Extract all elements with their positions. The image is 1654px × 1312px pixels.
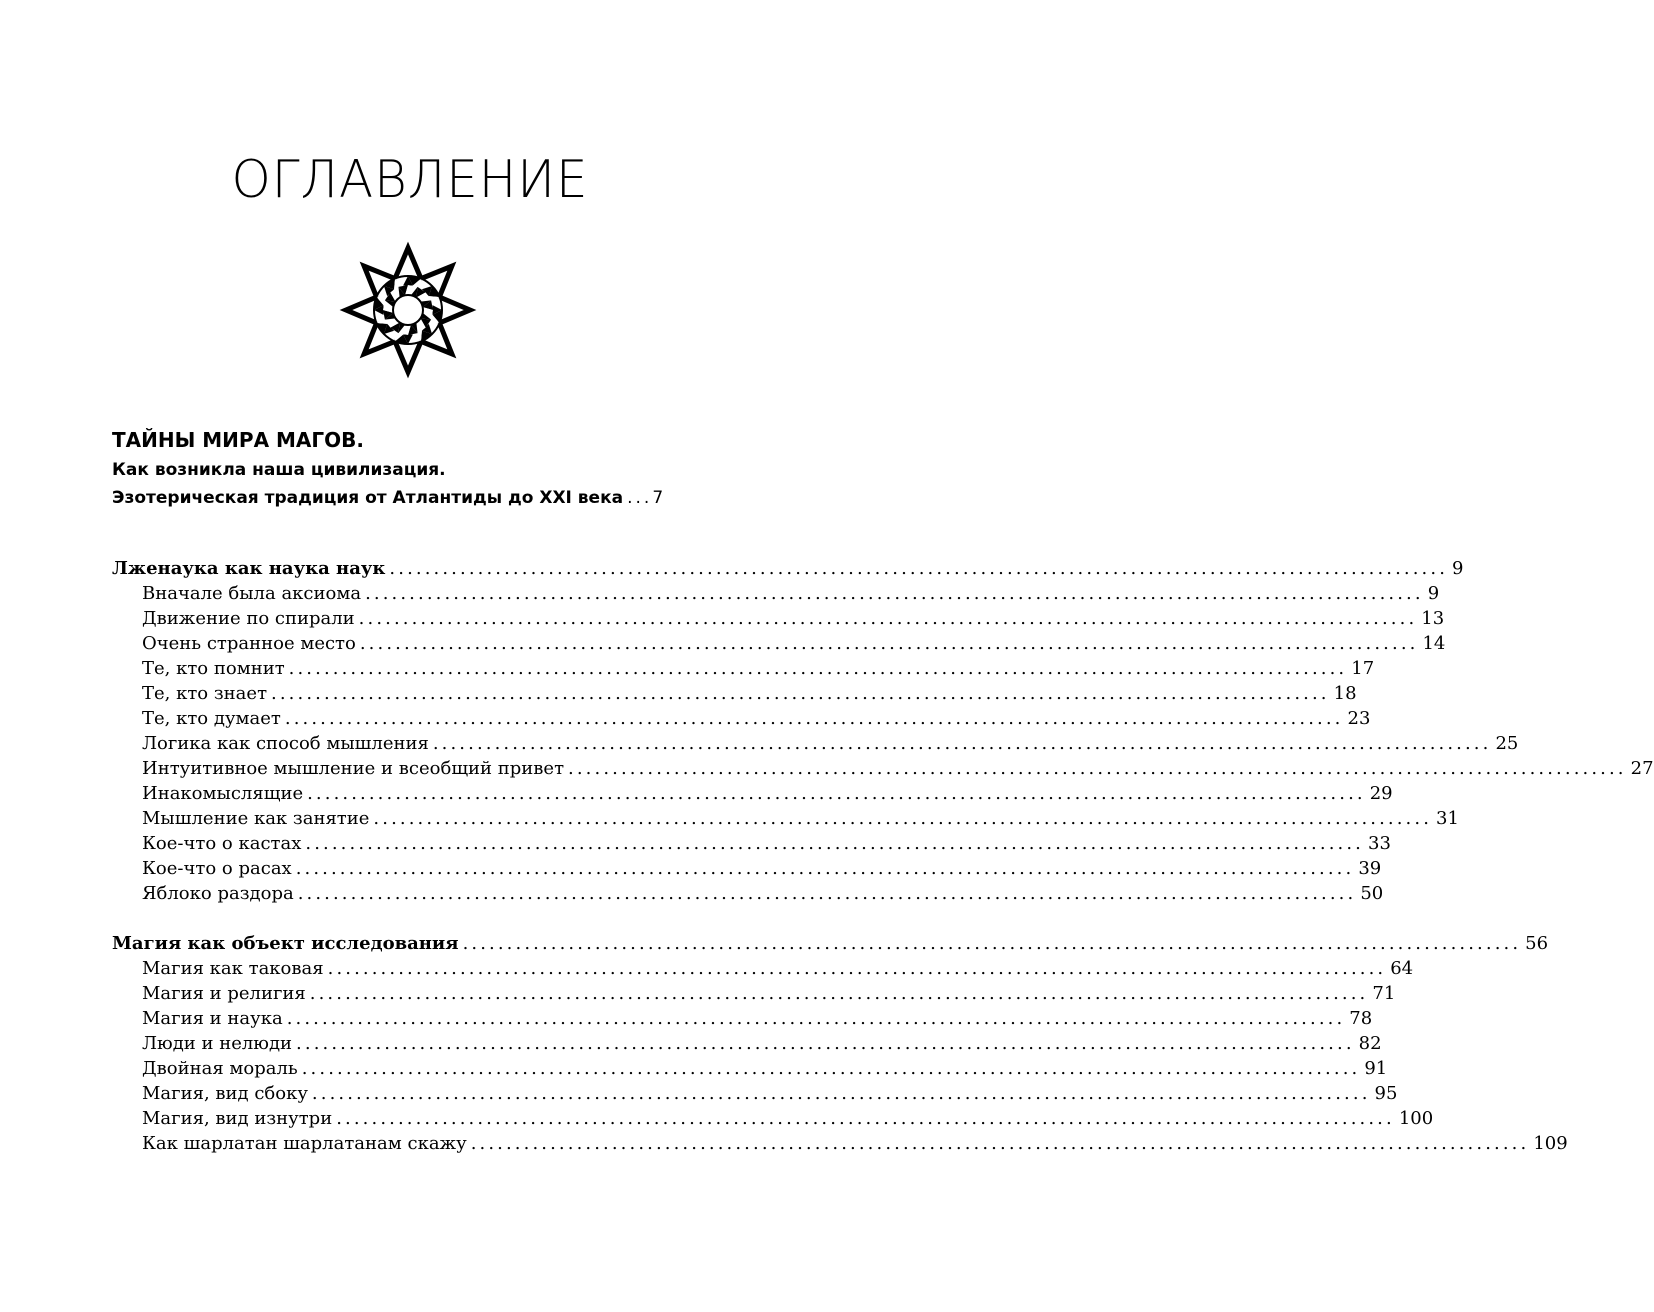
- entry-title: Магия и религия: [142, 983, 306, 1004]
- leader-dots: ........................................................................................................................: [462, 933, 1522, 954]
- page-number: 23: [1347, 708, 1371, 729]
- page-number: 109: [1533, 1133, 1568, 1154]
- entry-title: Люди и нелюди: [142, 1033, 293, 1054]
- toc-chapter-row[interactable]: [112, 931, 1549, 956]
- star-ornament-icon: [342, 244, 474, 376]
- entry-title: Логика как способ мышления: [142, 733, 429, 754]
- page-number: 39: [1358, 858, 1382, 879]
- page-number: 9: [1427, 583, 1440, 604]
- entry-title: Те, кто знает: [142, 683, 268, 704]
- entry-title: Мышление как занятие: [142, 808, 370, 829]
- entry-title: Кое-что о расах: [142, 858, 292, 879]
- book-title: ТАЙНЫ МИРА МАГОВ.: [112, 428, 364, 452]
- page-number: 25: [1495, 733, 1519, 754]
- leader-dots: ........................................................................................................................: [358, 608, 1418, 629]
- toc-entry-row[interactable]: [112, 1106, 1434, 1131]
- toc-entry-row[interactable]: [112, 981, 1396, 1006]
- toc-entry-row[interactable]: [112, 781, 1393, 806]
- entry-title: Магия как таковая: [142, 958, 324, 979]
- toc-entry-row[interactable]: [112, 831, 1391, 856]
- page-number: 71: [1372, 983, 1396, 1004]
- book-subtitle-line1: Как возникла наша цивилизация.: [112, 460, 446, 480]
- leader-dots: ........................................................................................................................: [309, 983, 1369, 1004]
- toc-entry-row[interactable]: [112, 631, 1446, 656]
- page-number: 64: [1390, 958, 1414, 979]
- entry-title: Яблоко раздора: [142, 883, 294, 904]
- entry-title: Те, кто помнит: [142, 658, 285, 679]
- leader-dots: ........................................................................................................................: [288, 658, 1348, 679]
- chapter-title: Магия как объект исследования: [112, 933, 459, 954]
- page-title: ОГЛАВЛЕНИЕ: [231, 150, 589, 210]
- leader-dots: ........................................................................................................................: [432, 733, 1492, 754]
- toc-entry-row[interactable]: [112, 756, 1654, 781]
- page-number: 14: [1422, 633, 1446, 654]
- leader-dots: ........................................................................................................................: [284, 708, 1344, 729]
- toc-entry-row[interactable]: [112, 581, 1440, 606]
- leader-dots: ........................................................................................................................: [327, 958, 1387, 979]
- toc-entry-row[interactable]: [112, 1131, 1568, 1156]
- page-number: 78: [1349, 1008, 1373, 1029]
- toc-entry-row[interactable]: [112, 956, 1414, 981]
- entry-title: Очень странное место: [142, 633, 356, 654]
- leader-dots: ........................................................................................................................: [307, 783, 1366, 804]
- entry-title: Вначале была аксиома: [142, 583, 362, 604]
- toc-entry-row[interactable]: [112, 656, 1375, 681]
- toc-section-2: [112, 931, 1568, 1156]
- leader-dots: ........................................................................................................................: [297, 883, 1357, 904]
- page-number: 9: [1452, 558, 1464, 579]
- toc-entry-row[interactable]: [112, 881, 1384, 906]
- leader-dots: ........................................................................................................................: [305, 833, 1364, 854]
- leader-dots: ........................................................................................................................: [271, 683, 1330, 704]
- page-number: 100: [1398, 1108, 1434, 1129]
- toc-entry-row[interactable]: [112, 606, 1445, 631]
- leader-dots: ...: [627, 488, 653, 508]
- entry-title: Магия, вид сбоку: [142, 1083, 308, 1104]
- page-number: 29: [1369, 783, 1393, 804]
- leader-dots: ........................................................................................................................: [311, 1083, 1371, 1104]
- leader-dots: ........................................................................................................................: [389, 558, 1449, 579]
- page-number: 82: [1358, 1033, 1382, 1054]
- leader-dots: ........................................................................................................................: [359, 633, 1419, 654]
- leader-dots: ........................................................................................................................: [470, 1133, 1530, 1154]
- page-number: 17: [1351, 658, 1375, 679]
- leader-dots: ........................................................................................................................: [296, 1033, 1355, 1054]
- page-number: 95: [1374, 1083, 1398, 1104]
- entry-title: Инакомыслящие: [142, 783, 304, 804]
- entry-title: Кое-что о кастах: [142, 833, 302, 854]
- leader-dots: ........................................................................................................................: [373, 808, 1433, 829]
- page-number: 13: [1421, 608, 1445, 629]
- toc-entry-row[interactable]: [112, 706, 1371, 731]
- toc-entry-row[interactable]: [112, 731, 1519, 756]
- page-number: 50: [1360, 883, 1384, 904]
- page-number: 31: [1436, 808, 1459, 829]
- page-number: 27: [1630, 758, 1654, 779]
- toc-entry-row[interactable]: [112, 856, 1382, 881]
- toc-entry-row[interactable]: [112, 1006, 1373, 1031]
- leader-dots: ........................................................................................................................: [365, 583, 1424, 604]
- page-number: 7: [652, 488, 664, 508]
- toc-entry-row[interactable]: [112, 806, 1459, 831]
- page-number: 33: [1368, 833, 1391, 854]
- toc-entry-row[interactable]: [112, 681, 1357, 706]
- entry-title: Интуитивное мышление и всеобщий привет: [142, 758, 565, 779]
- entry-title: Те, кто думает: [142, 708, 281, 729]
- page-number: 91: [1364, 1058, 1388, 1079]
- toc-entry-row[interactable]: [112, 1056, 1388, 1081]
- toc-entry-row[interactable]: [112, 1031, 1382, 1056]
- leader-dots: ........................................................................................................................: [295, 858, 1355, 879]
- entry-title: Двойная мораль: [142, 1058, 298, 1079]
- leader-dots: ........................................................................................................................: [286, 1008, 1346, 1029]
- page-number: 18: [1333, 683, 1357, 704]
- toc-chapter-row[interactable]: [112, 556, 1464, 581]
- book-subtitle-text: Эзотерическая традиция от Атлантиды до XXI века: [112, 488, 624, 508]
- page-number: 56: [1525, 933, 1549, 954]
- chapter-title: Лженаука как наука наук: [112, 558, 386, 579]
- entry-title: Магия, вид изнутри: [142, 1108, 333, 1129]
- entry-title: Движение по спирали: [142, 608, 355, 629]
- toc-section-1: [112, 556, 1654, 906]
- entry-title: Магия и наука: [142, 1008, 283, 1029]
- book-subtitle-line2: [112, 488, 708, 508]
- leader-dots: ........................................................................................................................: [301, 1058, 1361, 1079]
- toc-entry-row[interactable]: [112, 1081, 1398, 1106]
- leader-dots: ........................................................................................................................: [568, 758, 1627, 779]
- leader-dots: ........................................................................................................................: [336, 1108, 1395, 1129]
- entry-title: Как шарлатан шарлатанам скажу: [142, 1133, 467, 1154]
